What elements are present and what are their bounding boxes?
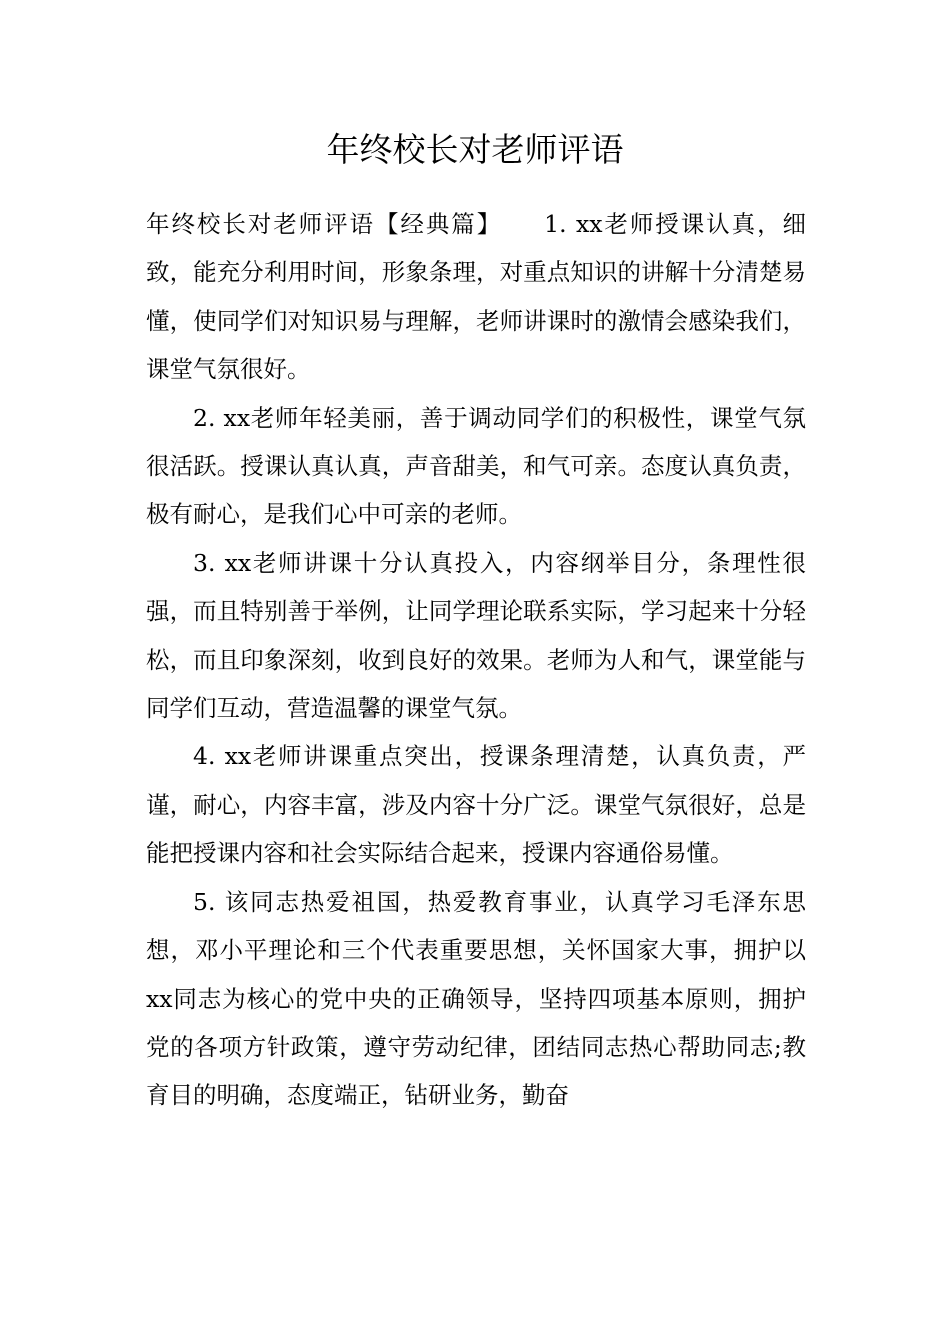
paragraph-2: 2. xx老师年轻美丽，善于调动同学们的积极性，课堂气氛很活跃。授课认真认真，声音甜美，和气可亲。态度认真负责，极有耐心，是我们心中可亲的老师。 <box>146 403 806 529</box>
paragraph-5: 5. 该同志热爱祖国，热爱教育事业，认真学习毛泽东思想，邓小平理论和三个代表重要思想，关怀国家大事，拥护以xx同志为核心的党中央的正确领导，坚持四项基本原则，拥护党的各项方针政策，遵守劳动纪律，团结同志热心帮助同志;教育目的明确，态度端正，钻研业务，勤奋 <box>146 887 806 1110</box>
paragraph-1-text: 1. xx老师授课认真，细致，能充分利用时间，形象条理，对重点知识的讲解十分清楚易懂，使同学们对知识易与理解，老师讲课时的激情会感染我们，课堂气氛很好。 <box>146 210 807 384</box>
document-title: 年终校长对老师评语 <box>326 130 624 169</box>
intro-heading: 年终校长对老师评语【经典篇】 <box>146 210 503 238</box>
paragraph-3: 3. xx老师讲课十分认真投入，内容纲举目分，条理性很强，而且特别善于举例，让同学理论联系实际，学习起来十分轻松，而且印象深刻，收到良好的效果。老师为人和气，课堂能与同学们互动，营造温馨的课堂气氛。 <box>146 548 806 723</box>
document-body <box>146 200 806 1120</box>
paragraph-4: 4. xx老师讲课重点突出，授课条理清楚，认真负责，严谨，耐心，内容丰富，涉及内容十分广泛。课堂气氛很好，总是能把授课内容和社会实际结合起来，授课内容通俗易懂。 <box>146 742 806 868</box>
paragraph-1 <box>146 200 806 394</box>
